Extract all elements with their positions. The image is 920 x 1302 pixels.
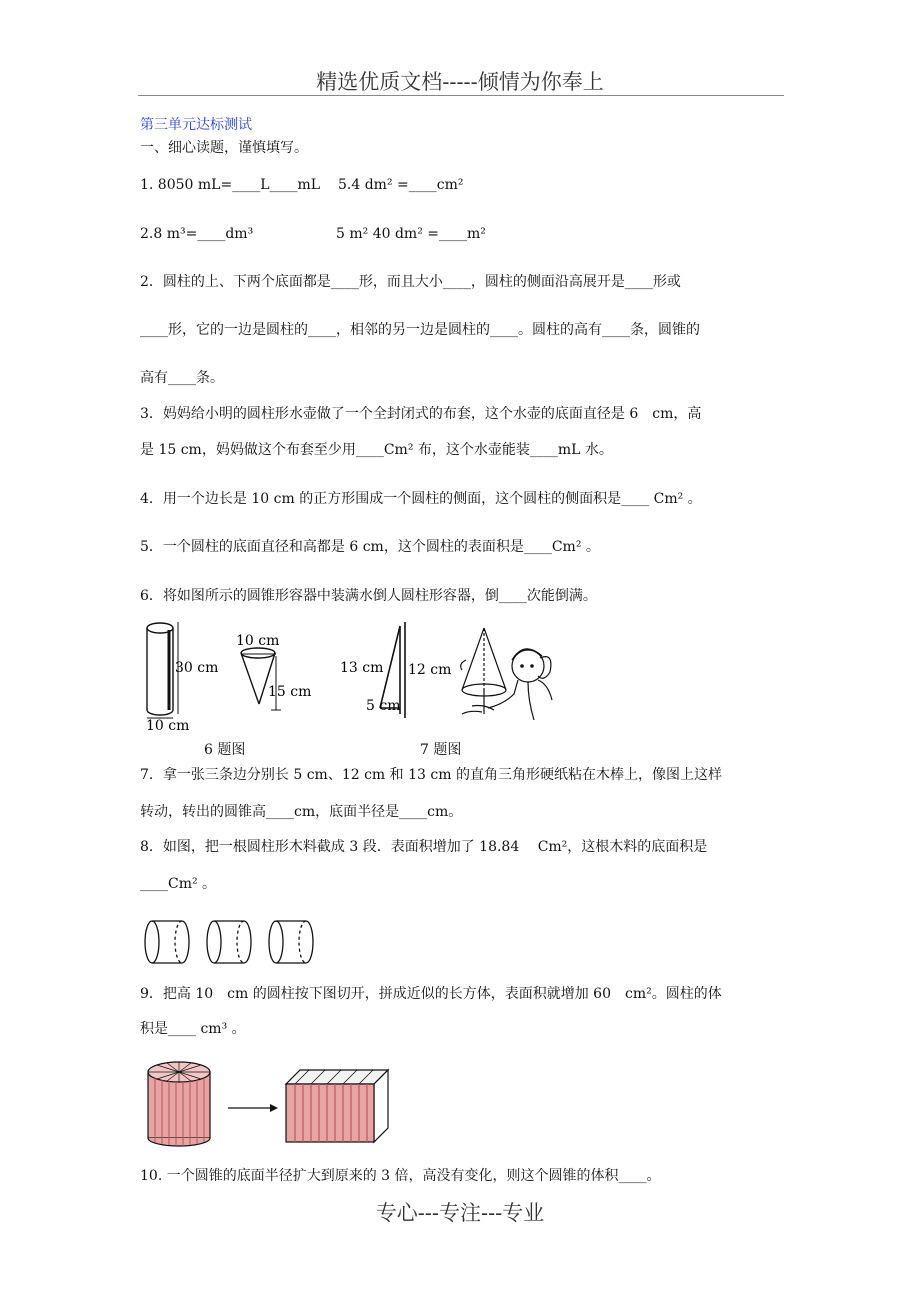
q7-line-1: 7．拿一张三条边分别长 5 cm、12 cm 和 13 cm 的直角三角形硬纸粘在木棒上，像图上这样	[140, 767, 722, 783]
q5-text: 5．一个圆柱的底面直径和高都是 6 cm，这个圆柱的表面积是____Cm² 。	[140, 539, 600, 555]
arrow-icon	[228, 1104, 278, 1112]
q6-text: 6．将如图所示的圆锥形容器中装满水倒人圆柱形容器，倒____次能倒满。	[140, 588, 597, 604]
q8-line-1: 8．如图，把一根圆柱形木料截成 3 段．表面积增加了 18.84 Cm²，这根木料的底面积是	[140, 839, 708, 855]
unit-title: 第三单元达标测试	[140, 117, 252, 133]
q2-line-3: 高有____条。	[140, 370, 224, 386]
figure-9-cylinder-to-cuboid	[140, 1058, 400, 1148]
cylinder-figure	[146, 622, 218, 734]
section-heading: 一、细心读题，谨慎填写。	[140, 140, 308, 156]
hypotenuse-label: 13 cm	[340, 660, 384, 676]
q2-line-2: ____形，它的一边是圆柱的____，相邻的另一边是圆柱的____。圆柱的高有____条，圆锥的	[140, 322, 700, 338]
page-header: 精选优质文档-----倾情为你奉上	[316, 70, 604, 94]
q4-text: 4．用一个边长是 10 cm 的正方形围成一个圆柱的侧面，这个圆柱的侧面积是____ Cm² 。	[140, 491, 702, 507]
q1-part-c: 2.8 m³=____dm³	[140, 226, 254, 242]
header-rule	[138, 95, 784, 96]
cone-height-label: 15 cm	[268, 684, 312, 700]
wood-piece-2	[207, 921, 251, 963]
wood-piece-3	[269, 921, 313, 963]
triangle-figure	[340, 622, 451, 718]
cylinder-diameter-label: 10 cm	[146, 718, 190, 734]
short-leg-label: 5 cm	[366, 698, 401, 714]
cone-diameter-label: 10 cm	[236, 633, 280, 649]
q1-part-b: 5.4 dm² =____cm²	[338, 177, 464, 193]
cone-figure	[236, 633, 311, 710]
q7-line-2: 转动，转出的圆锥高____cm，底面半径是____cm。	[140, 804, 463, 820]
q1-part-a: 1. 8050 mL=____L____mL	[140, 177, 321, 193]
cylinder-height-label: 30 cm	[175, 660, 219, 676]
q10-text: 10. 一个圆锥的底面半径扩大到原来的 3 倍，高没有变化，则这个圆锥的体积____。	[140, 1168, 661, 1184]
sliced-cylinder	[148, 1062, 210, 1146]
q3-line-1: 3．妈妈给小明的圆柱形水壶做了一个全封闭式的布套，这个水壶的底面直径是 6 cm，高	[140, 406, 702, 422]
long-leg-label: 12 cm	[408, 662, 452, 678]
figure-6-7	[140, 618, 570, 738]
q9-line-1: 9．把高 10 cm 的圆柱按下图切开，拼成近似的长方体，表面积就增加 60 cm²。圆柱的体	[140, 986, 722, 1002]
page-footer: 专心---专注---专业	[375, 1201, 545, 1225]
q9-line-2: 积是____ cm³ 。	[140, 1021, 246, 1037]
girl-illustration	[461, 628, 552, 720]
wood-piece-1	[145, 921, 189, 963]
q3-line-2: 是 15 cm，妈妈做这个布套至少用____Cm² 布，这个水壶能装____mL 水。	[140, 442, 613, 458]
figure-6-caption: 6 题图	[204, 742, 246, 758]
q8-line-2: ____Cm² 。	[140, 876, 217, 892]
figure-8-wood-pieces	[140, 915, 330, 971]
cuboid	[286, 1070, 388, 1142]
q1-part-d: 5 m² 40 dm² =____m²	[336, 226, 486, 242]
figure-7-caption: 7 题图	[420, 742, 462, 758]
q2-line-1: 2．圆柱的上、下两个底面都是____形，而且大小____，圆柱的侧面沿高展开是____形或	[140, 274, 681, 290]
